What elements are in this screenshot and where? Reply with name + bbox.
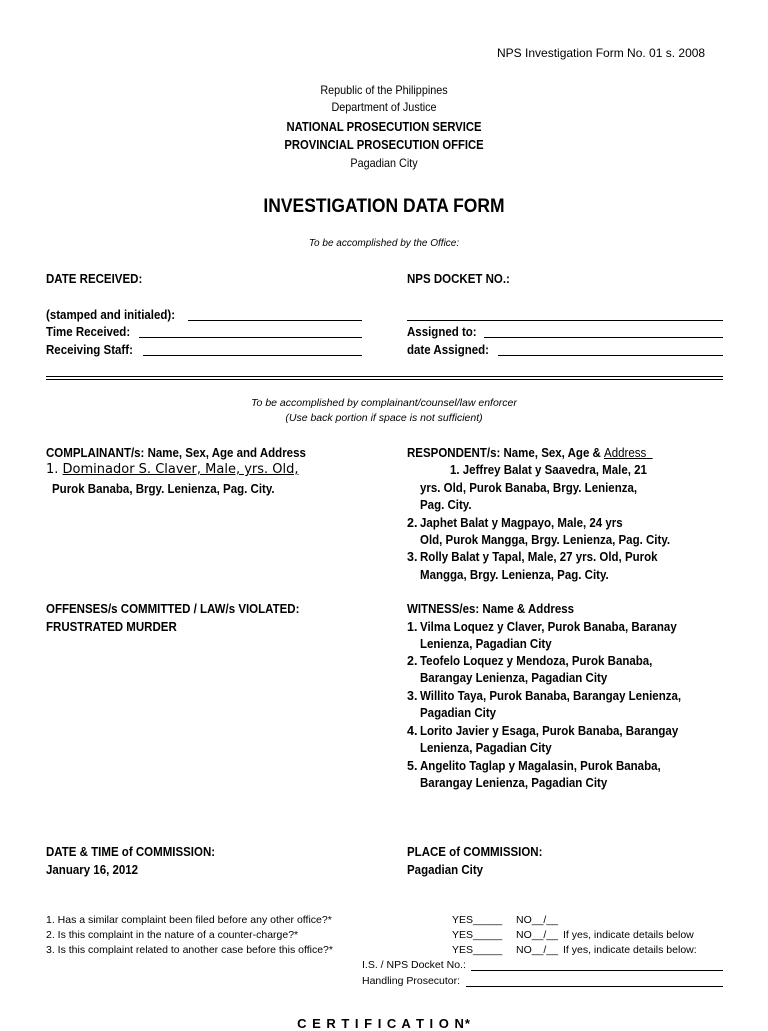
header-ppo: PROVINCIAL PROSECUTION OFFICE	[284, 138, 484, 152]
page-title: INVESTIGATION DATA FORM	[263, 196, 505, 217]
respondent-1-line-1: 1. Jeffrey Balat y Saavedra, Male, 21	[450, 463, 647, 477]
respondent-2-line-2: Old, Purok Mangga, Brgy. Lenienza, Pag. City.	[420, 533, 671, 547]
witness-5-line-1: Angelito Taglap y Magalasin, Purok Banaba,	[420, 759, 661, 773]
complainant-entry-2: Purok Banaba, Brgy. Lenienza, Pag. City.	[52, 482, 275, 496]
stamped-label: (stamped and initialed):	[46, 308, 176, 322]
q1-no[interactable]: NO__/__	[516, 914, 559, 926]
docket-field[interactable]	[407, 320, 723, 321]
witness-2-number: 2.	[407, 654, 418, 668]
witness-5-line-2: Barangay Lenienza, Pagadian City	[420, 776, 608, 790]
date-assigned-field[interactable]	[498, 355, 723, 356]
assigned-to-field[interactable]	[484, 337, 723, 338]
handling-prosecutor-field[interactable]	[466, 986, 723, 987]
witness-3-number: 3.	[407, 689, 418, 703]
respondent-2-number: 2.	[407, 516, 418, 530]
witness-2-line-2: Barangay Lenienza, Pagadian City	[420, 671, 608, 685]
offenses-heading: OFFENSES/s COMMITTED / LAW/s VIOLATED:	[46, 602, 300, 616]
q2-yes[interactable]: YES_____	[452, 929, 503, 941]
witness-2-line-1: Teofelo Loquez y Mendoza, Purok Banaba,	[420, 654, 653, 668]
header-department: Department of Justice	[331, 100, 437, 114]
handling-prosecutor-label: Handling Prosecutor:	[362, 975, 461, 987]
q3-yes[interactable]: YES_____	[452, 944, 503, 956]
q3-no[interactable]: NO__/__	[516, 944, 559, 956]
q3-details-note: If yes, indicate details below:	[563, 944, 697, 956]
respondent-3-line-1: Rolly Balat y Tapal, Male, 27 yrs. Old, Purok	[420, 550, 658, 564]
header-city: Pagadian City	[350, 156, 418, 170]
docket-label: I.S. / NPS Docket No.:	[362, 959, 466, 971]
nps-docket-label: NPS DOCKET NO.:	[407, 272, 510, 286]
witness-4-line-1: Lorito Javier y Esaga, Purok Banaba, Barangay	[420, 724, 679, 738]
place-commission-heading: PLACE of COMMISSION:	[407, 845, 543, 859]
respondent-1-line-2: yrs. Old, Purok Banaba, Brgy. Lenienza,	[420, 481, 638, 495]
witness-heading: WITNESS/es: Name & Address	[407, 602, 575, 616]
offenses-value: FRUSTRATED MURDER	[46, 620, 177, 634]
complainant-entry-1: 1. Dominador S. Claver, Male, yrs. Old,	[46, 462, 299, 477]
respondent-3-number: 3.	[407, 550, 418, 564]
question-1: 1. Has a similar complaint been filed before any other office?*	[46, 914, 332, 926]
office-note: To be accomplished by the Office:	[308, 238, 460, 249]
complainant-note-1: To be accomplished by complainant/counsel/law enforcer	[251, 397, 517, 409]
time-received-label: Time Received:	[46, 325, 131, 339]
respondent-3-line-2: Mangga, Brgy. Lenienza, Pag. City.	[420, 568, 609, 582]
witness-5-number: 5.	[407, 759, 418, 773]
date-received-label: DATE RECEIVED:	[46, 272, 143, 286]
q2-no[interactable]: NO__/__	[516, 929, 559, 941]
q1-yes[interactable]: YES_____	[452, 914, 503, 926]
witness-3-line-1: Willito Taya, Purok Banaba, Barangay Lenienza,	[420, 689, 682, 703]
respondent-heading: RESPONDENT/s: Name, Sex, Age & Address	[407, 446, 647, 460]
complainant-heading: COMPLAINANT/s: Name, Sex, Age and Address	[46, 446, 306, 460]
assigned-to-label: Assigned to:	[407, 325, 477, 339]
witness-1-line-2: Lenienza, Pagadian City	[420, 637, 552, 651]
question-3: 3. Is this complaint related to another case before this office?*	[46, 944, 333, 956]
question-2: 2. Is this complaint in the nature of a counter-charge?*	[46, 929, 299, 941]
docket-number-field[interactable]	[471, 970, 723, 971]
header-nps: NATIONAL PROSECUTION SERVICE	[286, 120, 482, 134]
header-republic: Republic of the Philippines	[320, 83, 448, 97]
witness-3-line-2: Pagadian City	[420, 706, 497, 720]
witness-4-line-2: Lenienza, Pagadian City	[420, 741, 552, 755]
time-received-field[interactable]	[139, 337, 362, 338]
witness-4-number: 4.	[407, 724, 418, 738]
receiving-staff-field[interactable]	[143, 355, 362, 356]
respondent-2-line-1: Japhet Balat y Magpayo, Male, 24 yrs	[420, 516, 623, 530]
respondent-1-line-3: Pag. City.	[420, 498, 472, 512]
divider	[46, 376, 723, 380]
place-commission-value: Pagadian City	[407, 863, 484, 877]
date-commission-heading: DATE & TIME of COMMISSION:	[46, 845, 216, 859]
certification-heading: C E R T I F I C A T I O N*	[297, 1016, 471, 1031]
receiving-staff-label: Receiving Staff:	[46, 343, 133, 357]
form-number: NPS Investigation Form No. 01 s. 2008	[497, 46, 706, 60]
date-commission-value: January 16, 2012	[46, 863, 139, 877]
complainant-note-2: (Use back portion if space is not sufficient)	[285, 412, 483, 424]
q2-details-note: If yes, indicate details below	[563, 929, 694, 941]
stamped-field[interactable]	[188, 320, 362, 321]
witness-1-number: 1.	[407, 620, 418, 634]
date-assigned-label: date Assigned:	[407, 343, 490, 357]
witness-1-line-1: Vilma Loquez y Claver, Purok Banaba, Baranay	[420, 620, 677, 634]
